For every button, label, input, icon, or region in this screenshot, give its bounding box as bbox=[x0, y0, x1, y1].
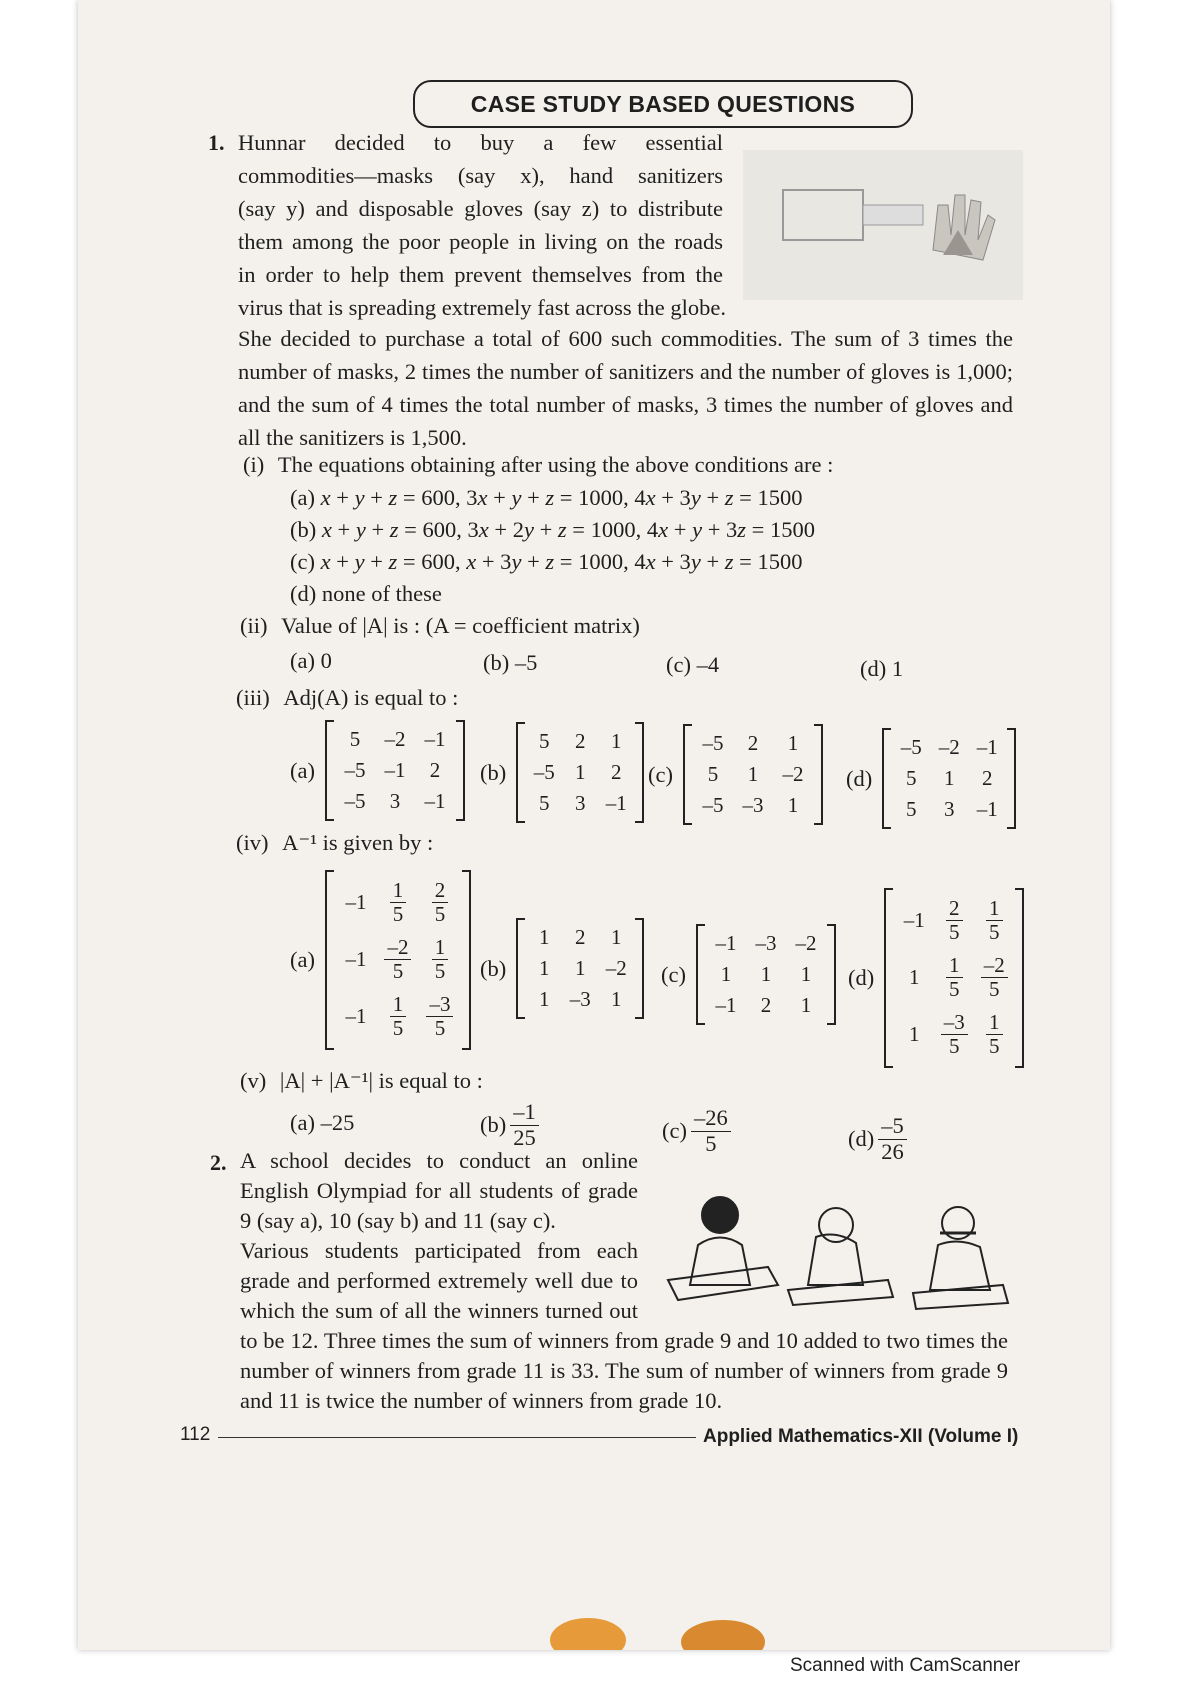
book-title: Applied Mathematics-XII (Volume I) bbox=[703, 1426, 1019, 1447]
matrix-cell: 1 bbox=[539, 987, 550, 1011]
numerator: –26 bbox=[691, 1106, 731, 1132]
matrix-cell: 2 bbox=[429, 758, 441, 782]
option-label: (c) bbox=[648, 761, 673, 787]
matrix-cell: –1 bbox=[605, 791, 627, 815]
numerator: –1 bbox=[510, 1100, 539, 1126]
paragraph-text: She decided to purchase a total of 600 such commodities. The sum of 3 times the number of masks, 2 times the number of sanitizers and the number of gloves is 1,000; and the sum of 4 times the total number of masks, 3 times the number of gloves and all the sanitizers is 1,500. bbox=[238, 326, 1013, 450]
option-v-d bbox=[848, 1114, 907, 1165]
option-ii-c: (c) –4 bbox=[666, 652, 720, 677]
matrix-cell: –2 bbox=[384, 727, 406, 751]
matrix-cell: 5 bbox=[539, 791, 550, 815]
text-line: which the sum of all the winners turned out bbox=[240, 1298, 638, 1323]
adj-option-a bbox=[290, 720, 465, 821]
matrix-cell: –2 bbox=[938, 735, 960, 759]
option-label: (b) bbox=[480, 1112, 507, 1138]
denominator: 26 bbox=[881, 1138, 904, 1164]
matrix-cell: –2 bbox=[605, 956, 627, 980]
option-ii-b: (b) –5 bbox=[483, 650, 538, 675]
matrix-cell: –5 bbox=[344, 789, 366, 813]
option-label: (b) bbox=[480, 955, 507, 981]
gloves-sanitizer-illustration bbox=[743, 150, 1023, 300]
matrix-cell: $\frac{2}{5}$ bbox=[934, 892, 974, 949]
matrix-cell: $\frac{-2}{5}$ bbox=[974, 949, 1014, 1006]
text-line: Various students participated from each bbox=[240, 1238, 638, 1263]
matrix-cell: $\frac{-3}{5}$ bbox=[419, 988, 461, 1045]
matrix-cell: –1 bbox=[976, 797, 998, 821]
option-label: (c) bbox=[662, 1118, 687, 1144]
subquestion-iv bbox=[236, 830, 433, 856]
footer-rule bbox=[218, 1437, 696, 1438]
matrix-cell: –1 bbox=[715, 993, 737, 1017]
matrix-cell: 1 bbox=[800, 962, 812, 986]
matrix-cell: 1 bbox=[909, 965, 920, 990]
matrix bbox=[683, 724, 823, 825]
option-i-a: (a) x + y + z = 600, 3x + y + z = 1000, 4x + 3y + z = 1500 bbox=[290, 485, 803, 510]
students-studying-illustration bbox=[658, 1185, 1018, 1315]
adj-option-d bbox=[846, 728, 1016, 829]
adj-option-c bbox=[648, 724, 823, 825]
page-number: 112 bbox=[180, 1424, 211, 1445]
matrix-cell: 2 bbox=[611, 760, 622, 784]
matrix-cell: –5 bbox=[702, 731, 724, 755]
matrix-cell: $\frac{1}{5}$ bbox=[377, 988, 419, 1045]
matrix-cell: 2 bbox=[575, 729, 586, 753]
subquestion-text: |A| + |A⁻¹| is equal to : bbox=[279, 1068, 483, 1093]
option-ii-d: (d) 1 bbox=[860, 656, 904, 681]
matrix-cell: 3 bbox=[944, 797, 955, 821]
matrix-cell: $\frac{1}{5}$ bbox=[974, 892, 1014, 949]
subquestion-label: (i) bbox=[243, 452, 265, 477]
option-label: (c) bbox=[661, 961, 686, 987]
matrix bbox=[325, 870, 471, 1050]
matrix-cell: 1 bbox=[575, 760, 586, 784]
matrix-cell: 1 bbox=[720, 962, 732, 986]
matrix-cell: –2 bbox=[782, 762, 804, 786]
matrix-cell: $\frac{-3}{5}$ bbox=[934, 1006, 974, 1063]
option-label: (b) bbox=[480, 759, 507, 785]
subquestion-v bbox=[240, 1068, 483, 1094]
text-line: them among the poor people in living on the roads bbox=[238, 229, 723, 254]
matrix bbox=[516, 722, 644, 823]
matrix-cell: 1 bbox=[787, 793, 799, 817]
numerator: –5 bbox=[878, 1114, 907, 1140]
fraction bbox=[510, 1100, 539, 1151]
matrix-cell: 5 bbox=[906, 766, 917, 790]
matrix-cell: 1 bbox=[539, 925, 550, 949]
matrix-cell: 1 bbox=[611, 729, 622, 753]
text-line: commodities—masks (say x), hand sanitizers bbox=[238, 163, 723, 188]
matrix-cell: 5 bbox=[349, 727, 361, 751]
matrix-cell: 5 bbox=[707, 762, 719, 786]
text-line: Hunnar decided to buy a few essential bbox=[238, 130, 723, 155]
subquestion-text: Adj(A) is equal to : bbox=[283, 685, 459, 710]
matrix-cell: –3 bbox=[569, 987, 591, 1011]
subquestion-text: Value of |A| is : (A = coefficient matrix) bbox=[281, 613, 640, 638]
text-line: 9 (say a), 10 (say b) and 11 (say c). bbox=[240, 1208, 556, 1233]
option-i-d: (d) none of these bbox=[290, 581, 442, 606]
matrix-cell: 2 bbox=[575, 925, 586, 949]
option-v-c bbox=[662, 1106, 731, 1157]
matrix-cell: –1 bbox=[976, 735, 998, 759]
matrix-cell: 2 bbox=[982, 766, 993, 790]
text-line: in order to help them prevent themselves from the bbox=[238, 262, 723, 287]
text-line: virus that is spreading extremely fast across the globe. bbox=[238, 295, 726, 320]
matrix-cell: –1 bbox=[345, 947, 367, 972]
matrix-cell: –1 bbox=[345, 890, 367, 915]
denominator: 25 bbox=[513, 1124, 536, 1150]
inverse-option-b bbox=[480, 918, 644, 1019]
matrix-cell: 5 bbox=[906, 797, 917, 821]
section-title-banner bbox=[413, 80, 913, 128]
option-v-b bbox=[480, 1100, 539, 1151]
matrix-cell: 1 bbox=[760, 962, 772, 986]
option-label: (a) bbox=[290, 946, 315, 972]
subquestion-text: The equations obtaining after using the above conditions are : bbox=[277, 452, 834, 477]
option-label: (d) bbox=[848, 964, 875, 990]
matrix-cell: 2 bbox=[747, 731, 759, 755]
matrix-cell: –5 bbox=[344, 758, 366, 782]
option-label: (a) bbox=[290, 757, 315, 783]
matrix-cell: –1 bbox=[424, 727, 446, 751]
matrix-cell: 1 bbox=[611, 987, 622, 1011]
matrix-cell: 2 bbox=[760, 993, 772, 1017]
subquestion-label: (iii) bbox=[236, 685, 270, 710]
matrix-cell: $\frac{1}{5}$ bbox=[377, 874, 419, 931]
matrix-cell: –1 bbox=[903, 908, 925, 933]
matrix-cell: 1 bbox=[575, 956, 586, 980]
subquestion-iii bbox=[236, 685, 458, 711]
denominator: 5 bbox=[705, 1130, 717, 1156]
text-line: (say y) and disposable gloves (say z) to distribute bbox=[238, 196, 723, 221]
option-label: (d) bbox=[846, 765, 873, 791]
matrix-cell: –1 bbox=[345, 1004, 367, 1029]
matrix-cell: 1 bbox=[539, 956, 550, 980]
inverse-option-a bbox=[290, 870, 471, 1050]
matrix-cell: $\frac{-2}{5}$ bbox=[377, 931, 419, 988]
option-v-a: (a) –25 bbox=[290, 1110, 355, 1135]
matrix-cell: –1 bbox=[424, 789, 446, 813]
matrix-cell: –3 bbox=[742, 793, 764, 817]
question-1-paragraph bbox=[238, 322, 1013, 454]
matrix-cell: 1 bbox=[747, 762, 759, 786]
fraction bbox=[878, 1114, 907, 1165]
section-title: CASE STUDY BASED QUESTIONS bbox=[470, 90, 856, 117]
matrix-cell: 1 bbox=[787, 731, 799, 755]
subquestion-label: (iv) bbox=[236, 830, 269, 855]
matrix bbox=[696, 924, 836, 1025]
matrix-cell: 5 bbox=[539, 729, 550, 753]
matrix-cell: $\frac{1}{5}$ bbox=[419, 931, 461, 988]
subquestion-label: (v) bbox=[240, 1068, 267, 1093]
matrix-cell: 3 bbox=[575, 791, 586, 815]
subquestion-label: (ii) bbox=[240, 613, 268, 638]
option-ii-a: (a) 0 bbox=[290, 648, 332, 673]
matrix bbox=[884, 888, 1024, 1068]
subquestion-ii bbox=[240, 613, 640, 639]
matrix-cell: –3 bbox=[755, 931, 777, 955]
inverse-option-d bbox=[848, 888, 1024, 1068]
matrix-cell: –5 bbox=[900, 735, 922, 759]
question-2-paragraph bbox=[240, 1326, 1008, 1416]
matrix-cell: 3 bbox=[389, 789, 401, 813]
matrix-cell: $\frac{2}{5}$ bbox=[419, 874, 461, 931]
matrix bbox=[325, 720, 465, 821]
matrix-cell: –1 bbox=[715, 931, 737, 955]
scanned-page bbox=[78, 0, 1110, 1650]
text-line: English Olympiad for all students of grade bbox=[240, 1178, 638, 1203]
question-number-1: 1. bbox=[208, 130, 225, 155]
matrix-cell: 1 bbox=[944, 766, 955, 790]
subquestion-i bbox=[243, 452, 833, 478]
paragraph-text: to be 12. Three times the sum of winners from grade 9 and 10 added to two times the number of winners from grade 11 is 33. The sum of number of winners from grade 9 and 11 is twice the number of winners from grade 10. bbox=[240, 1328, 1008, 1413]
text-line: A school decides to conduct an online bbox=[240, 1148, 638, 1173]
question-1-intro bbox=[238, 126, 726, 324]
text-line: grade and performed extremely well due to bbox=[240, 1268, 638, 1293]
question-2-intro bbox=[240, 1146, 638, 1326]
adj-option-b bbox=[480, 722, 644, 823]
option-label: (d) bbox=[848, 1126, 875, 1152]
matrix-cell: 1 bbox=[909, 1022, 920, 1047]
matrix-cell: –1 bbox=[384, 758, 406, 782]
matrix-cell: –2 bbox=[795, 931, 817, 955]
matrix-cell: 1 bbox=[800, 993, 812, 1017]
inverse-option-c bbox=[661, 924, 836, 1025]
fraction bbox=[691, 1106, 731, 1157]
question-number-2: 2. bbox=[210, 1150, 227, 1175]
subquestion-text: A⁻¹ is given by : bbox=[282, 830, 434, 855]
matrix-cell: 1 bbox=[611, 925, 622, 949]
matrix-cell: $\frac{1}{5}$ bbox=[934, 949, 974, 1006]
option-i-c: (c) x + y + z = 600, x + 3y + z = 1000, 4x + 3y + z = 1500 bbox=[290, 549, 803, 574]
decorative-shapes bbox=[548, 1600, 778, 1650]
matrix bbox=[516, 918, 644, 1019]
matrix bbox=[882, 728, 1016, 829]
matrix-cell: $\frac{1}{5}$ bbox=[974, 1006, 1014, 1063]
matrix-cell: –5 bbox=[702, 793, 724, 817]
scanner-watermark: Scanned with CamScanner bbox=[790, 1655, 1021, 1676]
option-i-b: (b) x + y + z = 600, 3x + 2y + z = 1000, 4x + y + 3z = 1500 bbox=[290, 517, 815, 542]
matrix-cell: –5 bbox=[533, 760, 555, 784]
